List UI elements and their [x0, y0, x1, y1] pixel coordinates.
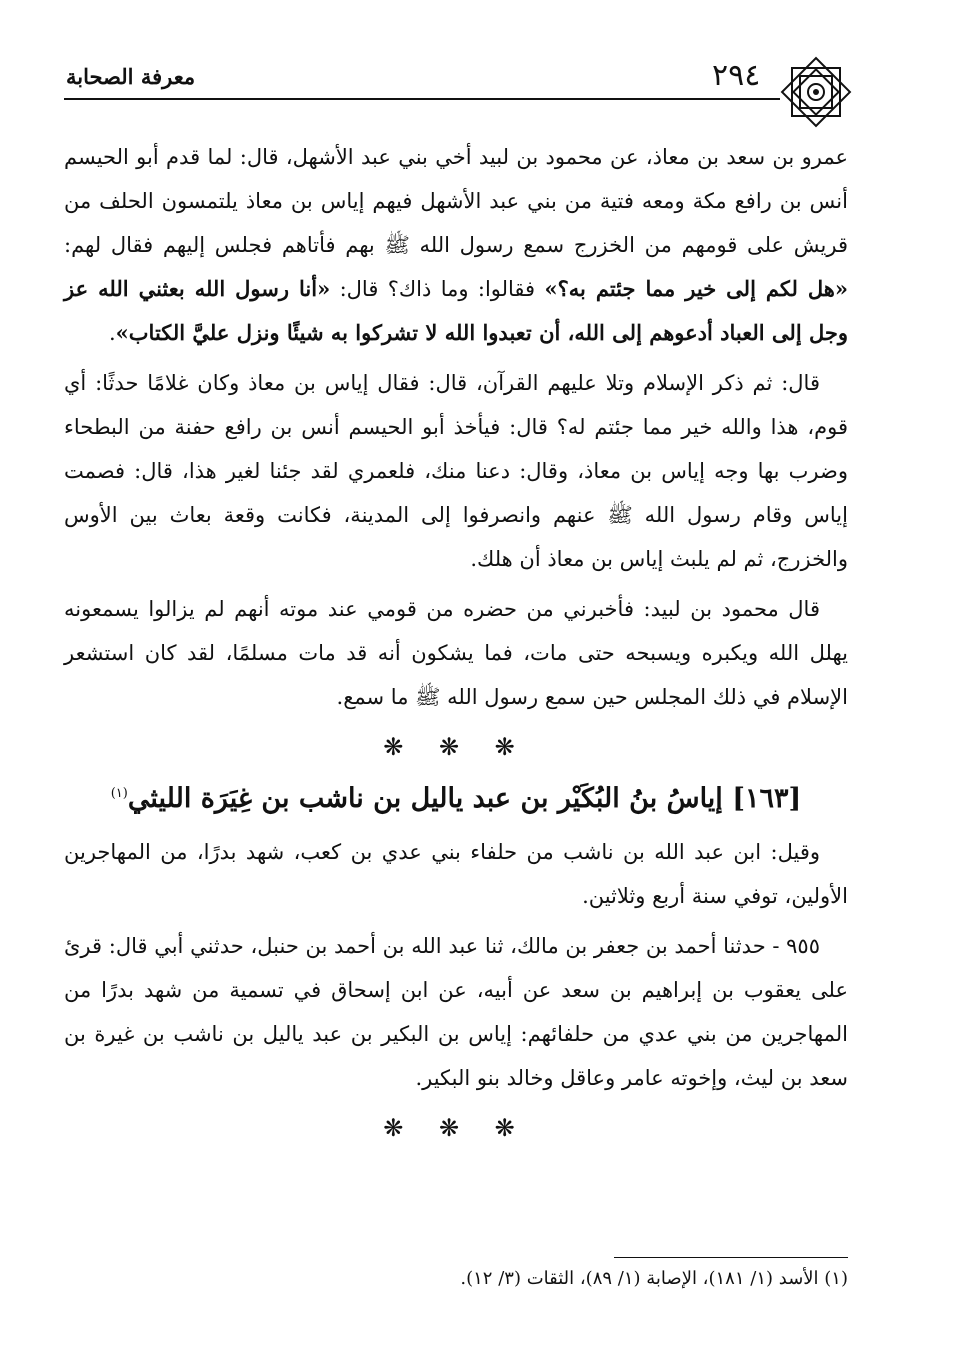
- page-body: [64, 135, 848, 1152]
- section-separator-2: ❋ ❋ ❋: [383, 1114, 529, 1142]
- paragraph-5: ٩٥٥ - حدثنا أحمد بن جعفر بن مالك، ثنا عبد الله بن أحمد بن حنبل، حدثني أبي قال: قرئ على يعقوب بن إبراهيم بن سعد عن أبيه، عن ابن إسحاق في تسمية من شهد بدرًا من المهاجرين من بني عدي من حلفائهم: إياس بن البكير بن عبد ياليل بن ناشب بن غيرة بن سعد بن ليث، وإخوته عامر وعاقل وخالد بنو البكير.: [64, 934, 848, 1090]
- footnote-ref: (١): [110, 786, 128, 801]
- paragraph-3: قال محمود بن لبيد: فأخبرني من حضره من قومي عند موته أنهم لم يزالوا يسمعونه يهلل الله ويكبره ويسبحه حتى مات، فما يشكون أنه قد مات مسلمًا، لقد كان استشعر الإسلام في ذلك المجلس حين سمع رسول الله ﷺ ما سمع.: [64, 597, 848, 709]
- paragraph-1-end: .: [108, 321, 116, 345]
- entry-title: [64, 771, 848, 822]
- paragraph-4: وقيل: ابن عبد الله بن ناشب من حلفاء بني عدي بن كعب، شهد بدرًا، من المهاجرين الأولين، توفي سنة أربع وثلاثين.: [64, 840, 848, 908]
- page-header: [0, 0, 962, 130]
- header-rule: [64, 98, 780, 100]
- section-separator: ❋ ❋ ❋: [383, 733, 529, 761]
- paragraph-1-mid: فقالوا: وما ذاك؟ قال:: [330, 277, 545, 301]
- octagram-ornament-icon: [778, 54, 854, 130]
- footnote-rule: [614, 1257, 848, 1258]
- entry-title-text: [١٦٣] إياسُ بنُ البُكَيْر بن عبد ياليل بن ناشب بن غِيَرَة الليثي: [127, 783, 802, 814]
- paragraph-2: قال: ثم ذكر الإسلام وتلا عليهم القرآن، قال: فقال إياس بن معاذ وكان غلامًا حدثًا: أي قوم، هذا والله خير مما جئتم له؟ قال: فيأخذ أبو الحيسم أنس بن رافع حفنة من البطحاء وضرب بها وجه إياس بن معاذ، وقال: دعنا منك، فلعمري لقد جئنا لغير هذا، قال: فصمت إياس وقام رسول الله ﷺ عنهم وانصرفوا إلى المدينة، فكانت وقعة بعاث بين الأوس والخزرج، ثم لم يلبث إياس بن معاذ أن هلك.: [64, 371, 848, 571]
- paragraph-1: [64, 135, 848, 355]
- page-number: ٢٩٤: [712, 58, 761, 93]
- quote-bold-1: «هل لكم إلى خير مما جئتم به؟»: [544, 276, 848, 301]
- quote-bold-2: «أنا رسول الله بعثني الله عز وجل إلى العباد أدعوهم إلى الله، أن تعبدوا الله لا تشركوا به شيئًا ونزل عليَّ الكتاب»: [64, 276, 848, 345]
- paragraph-1-text: عمرو بن سعد بن معاذ، عن محمود بن لبيد أخي بني عبد الأشهل، قال: لما قدم أبو الحيسم أنس بن رافع مكة ومعه فتية من بني عبد الأشهل فيهم إياس بن معاذ يلتمسون الحلف من قريش على قومهم من الخزرج سمع رسول الله ﷺ بهم فأتاهم فجلس إليهم فقال لهم:: [64, 145, 848, 257]
- footnote: (١) الأسد (١/ ١٨١)، الإصابة (١/ ٨٩)، الثقات (٣/ ١٢).: [460, 1268, 848, 1289]
- book-title: معرفة الصحابة: [66, 64, 196, 89]
